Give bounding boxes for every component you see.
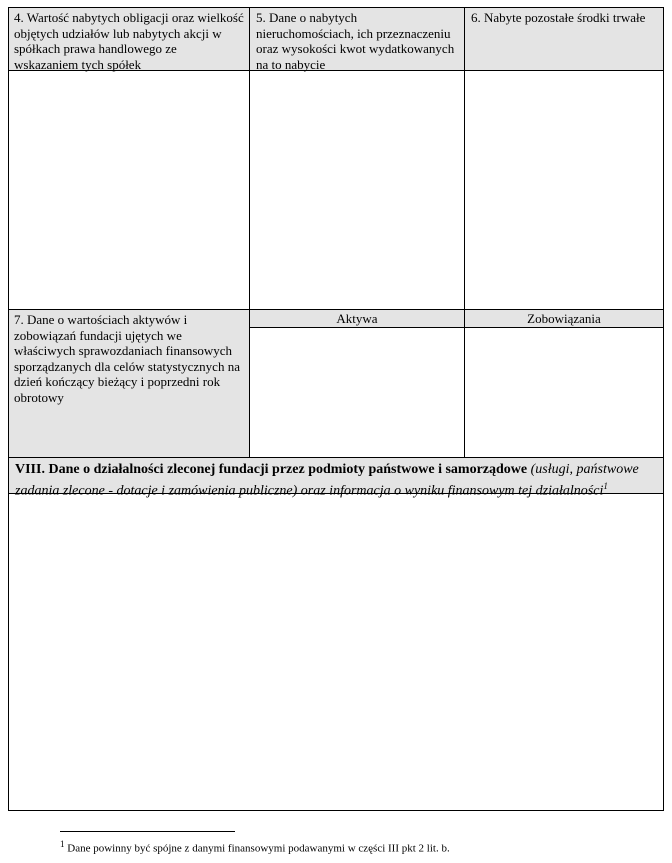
label-aktywa-zobowiazania: 7. Dane o wartościach aktywów i zobowiązań fundacji ujętych we właściwych sprawozdaniach finansowych sporządzanych dla celów statystycznych na dzień kończący bieżący i poprzedni rok obrotowy bbox=[14, 312, 240, 405]
input-cell-srodki-trwale[interactable] bbox=[464, 70, 664, 310]
input-cell-zobowiazania[interactable] bbox=[464, 327, 664, 458]
column-header-aktywa: Aktywa bbox=[249, 309, 465, 328]
header-label-srodki-trwale: 6. Nabyte pozostałe środki trwałe bbox=[471, 10, 646, 25]
column-header-zobowiazania: Zobowiązania bbox=[464, 309, 664, 328]
footnote-reference: 1 bbox=[603, 481, 608, 491]
input-cell-nieruchomosci[interactable] bbox=[249, 70, 465, 310]
footnote-separator bbox=[60, 831, 235, 832]
input-cell-aktywa[interactable] bbox=[249, 327, 465, 458]
header-label-obligacje: 4. Wartość nabytych obligacji oraz wielkość objętych udziałów lub nabytych akcji w spółkach prawa handlowego ze wskazaniem tych spółek bbox=[14, 10, 244, 72]
footnote bbox=[60, 838, 620, 856]
section-8-subtitle: (usługi, państwowe zadania zlecone - dotacje i zamówienia publiczne) oraz informacja o wyniku finansowym tej działalności bbox=[15, 462, 639, 499]
header-label-nieruchomosci: 5. Dane o nabytych nieruchomościach, ich przeznaczeniu oraz wysokości kwot wydatkowanych na to nabycie bbox=[256, 10, 455, 72]
footnote-text: Dane powinny być spójne z danymi finansowymi podawanymi w części III pkt 2 lit. b. bbox=[67, 842, 450, 855]
footnote-marker: 1 bbox=[60, 839, 65, 849]
input-cell-dzialalnosc-zlecona[interactable] bbox=[8, 493, 664, 811]
section-8-title: VIII. Dane o działalności zleconej fundacji przez podmioty państwowe i samorządowe bbox=[15, 462, 528, 477]
input-cell-obligacje[interactable] bbox=[8, 70, 250, 310]
section-8-header bbox=[8, 457, 664, 499]
